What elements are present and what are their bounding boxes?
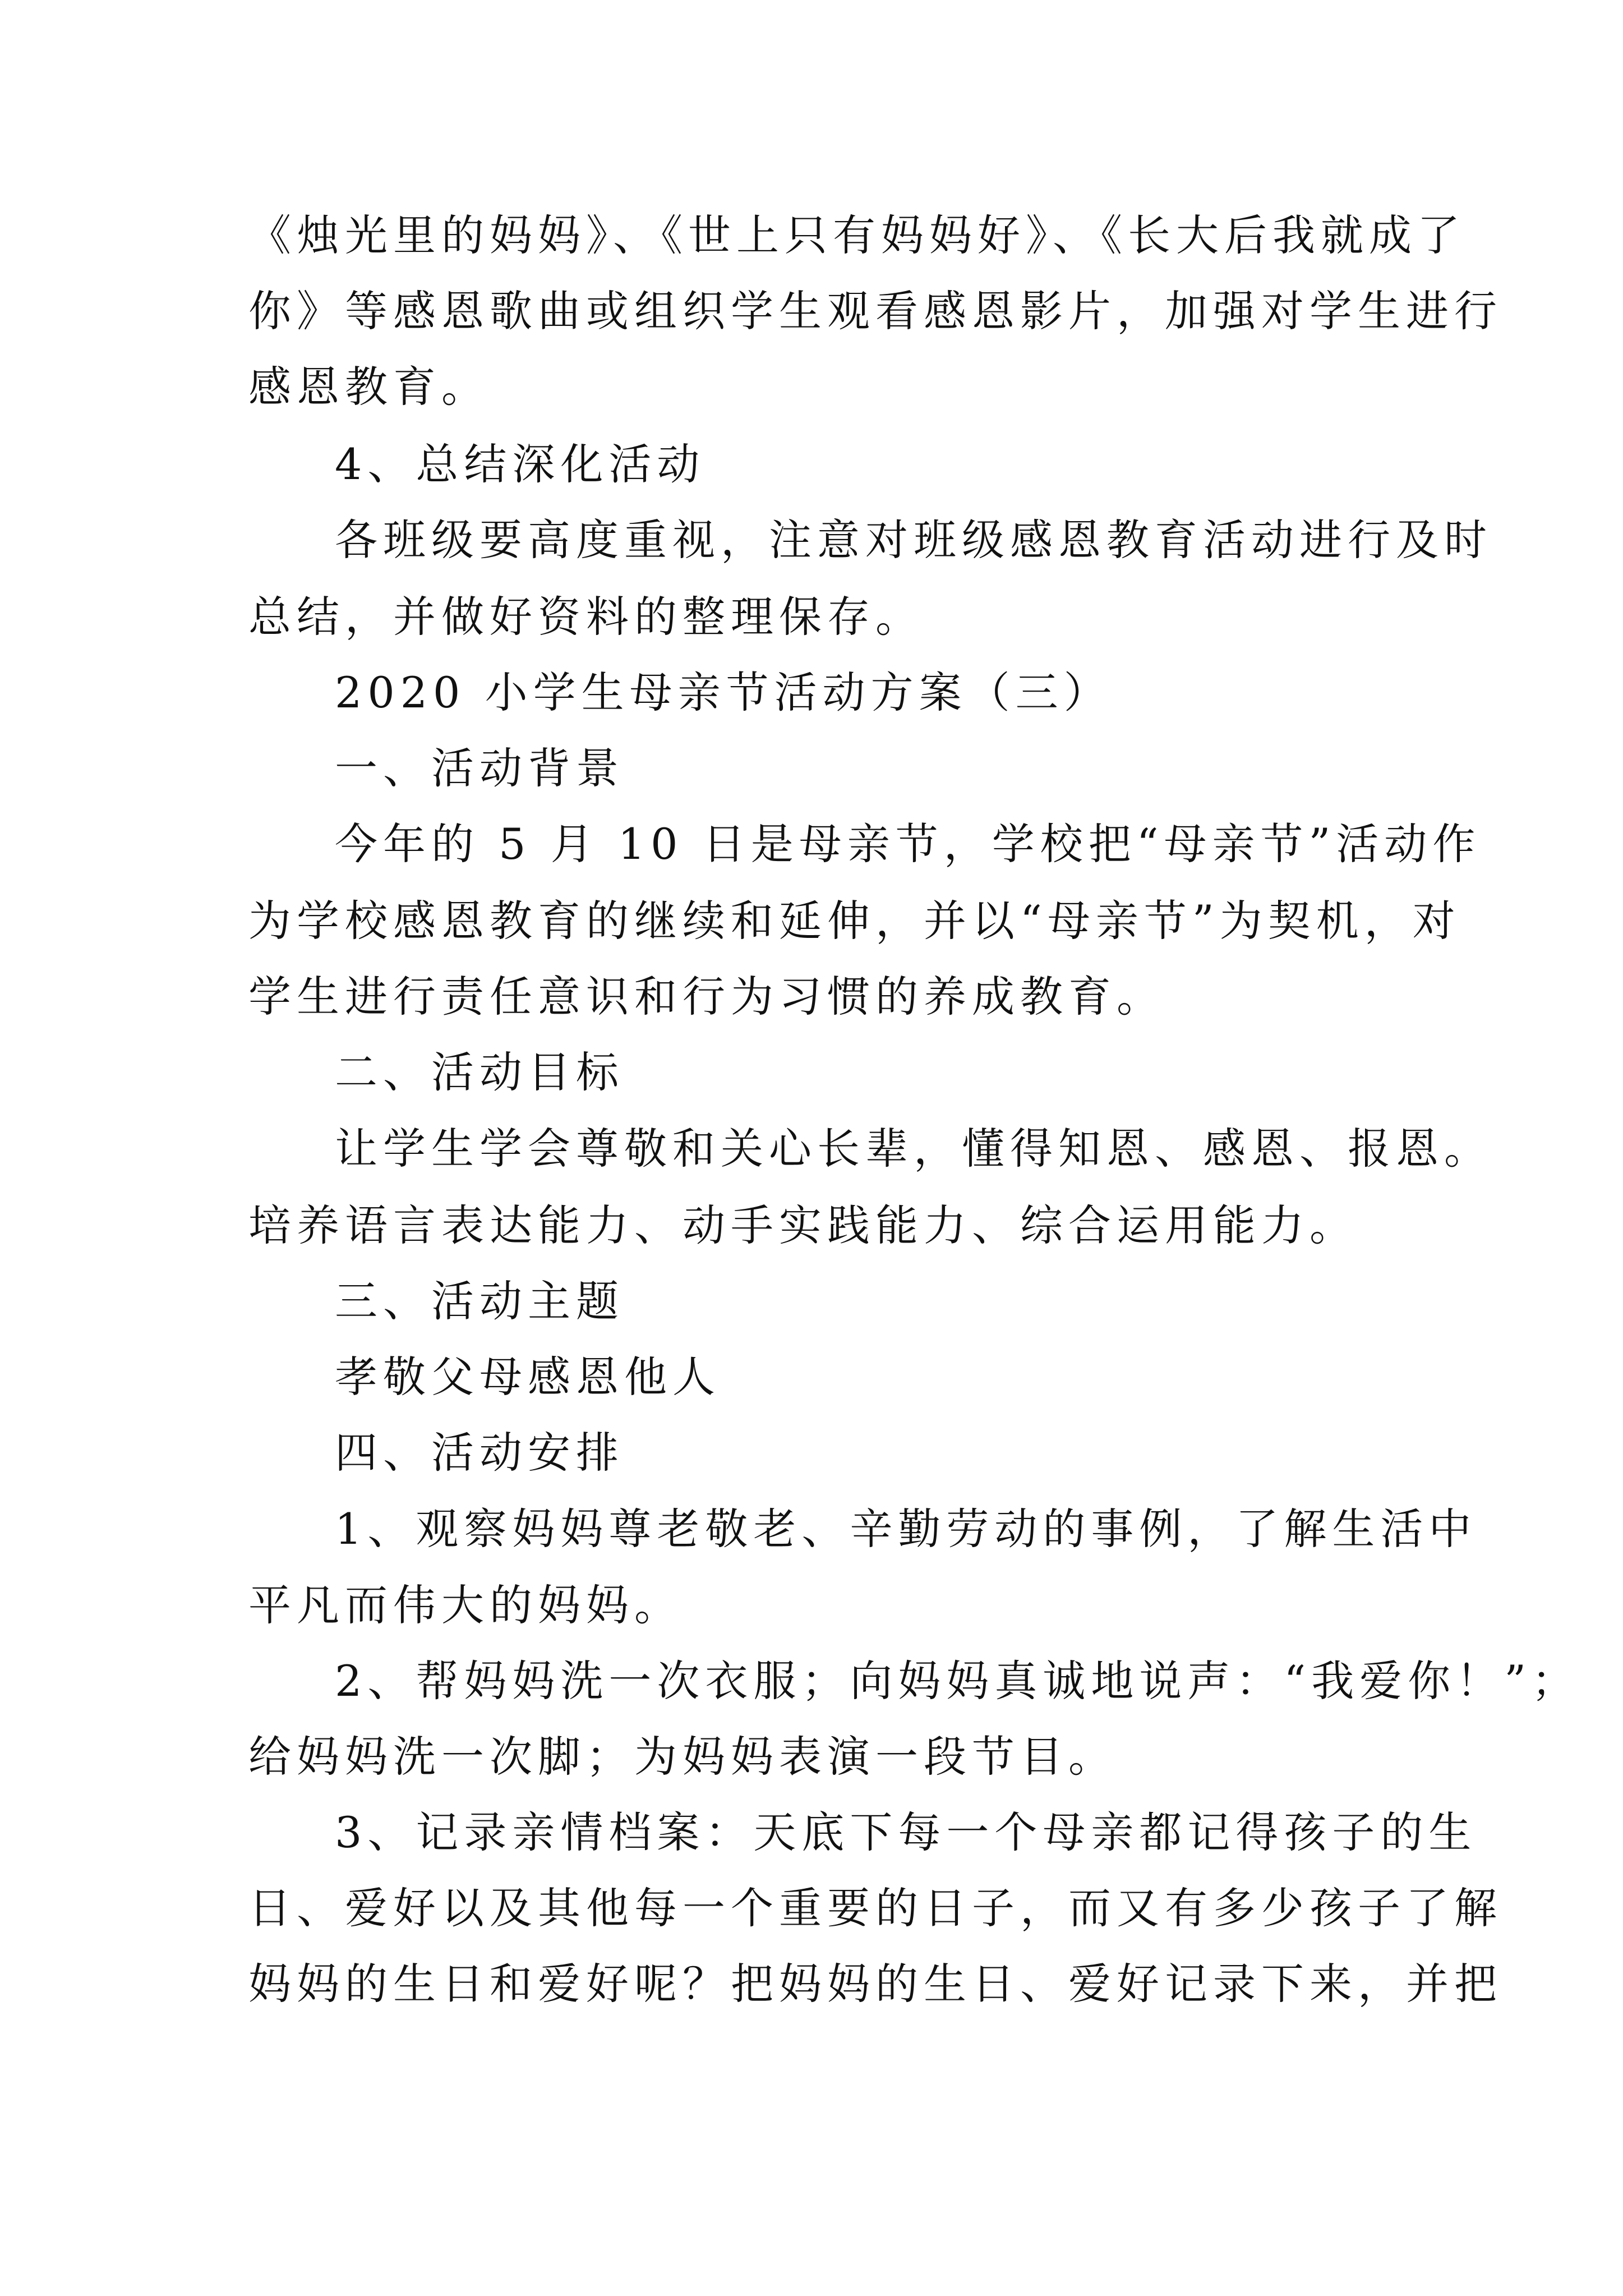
section-heading: 四、活动安排 — [335, 1428, 624, 1478]
text-line: 2、帮妈妈洗一次衣服；向妈妈真诚地说声：“我爱你！”； — [335, 1656, 1580, 1706]
text-line: 学生进行责任意识和行为习惯的养成教育。 — [248, 972, 1165, 1022]
text-line: 日、爱好以及其他每一个重要的日子，而又有多少孩子了解 — [248, 1883, 1502, 1933]
text-line: 今年的 5 月 10 日是母亲节，学校把“母亲节”活动作 — [335, 819, 1481, 869]
text-line: 总结，并做好资料的整理保存。 — [248, 592, 924, 642]
text-line: 平凡而伟大的妈妈。 — [248, 1580, 683, 1630]
text-line: 1、观察妈妈尊老敬老、辛勤劳动的事例，了解生活中 — [335, 1504, 1477, 1554]
document-title: 2020 小学生母亲节活动方案（三） — [335, 668, 1112, 717]
text-line: 培养语言表达能力、动手实践能力、综合运用能力。 — [248, 1200, 1358, 1250]
text-line: 各班级要高度重视，注意对班级感恩教育活动进行及时 — [335, 515, 1492, 565]
section-heading: 一、活动背景 — [335, 743, 624, 793]
text-line: 为学校感恩教育的继续和延伸，并以“母亲节”为契机，对 — [248, 896, 1461, 946]
text-line: 《烛光里的妈妈》、《世上只有妈妈好》、《长大后我就成了 — [248, 210, 1465, 260]
text-line: 3、记录亲情档案：天底下每一个母亲都记得孩子的生 — [335, 1807, 1477, 1857]
section-heading: 二、活动目标 — [335, 1047, 624, 1097]
text-line: 感恩教育。 — [248, 362, 490, 412]
text-line: 妈妈的生日和爱好呢？把妈妈的生日、爱好记录下来，并把 — [248, 1959, 1502, 2009]
text-line: 孝敬父母感恩他人 — [335, 1352, 721, 1402]
section-heading: 三、活动主题 — [335, 1276, 624, 1326]
text-line: 你》等感恩歌曲或组织学生观看感恩影片，加强对学生进行 — [248, 286, 1502, 336]
section-heading: 4、总结深化活动 — [335, 439, 706, 489]
text-line: 给妈妈洗一次脚；为妈妈表演一段节目。 — [248, 1732, 1117, 1782]
text-line: 让学生学会尊敬和关心长辈，懂得知恩、感恩、报恩。 — [335, 1124, 1492, 1174]
